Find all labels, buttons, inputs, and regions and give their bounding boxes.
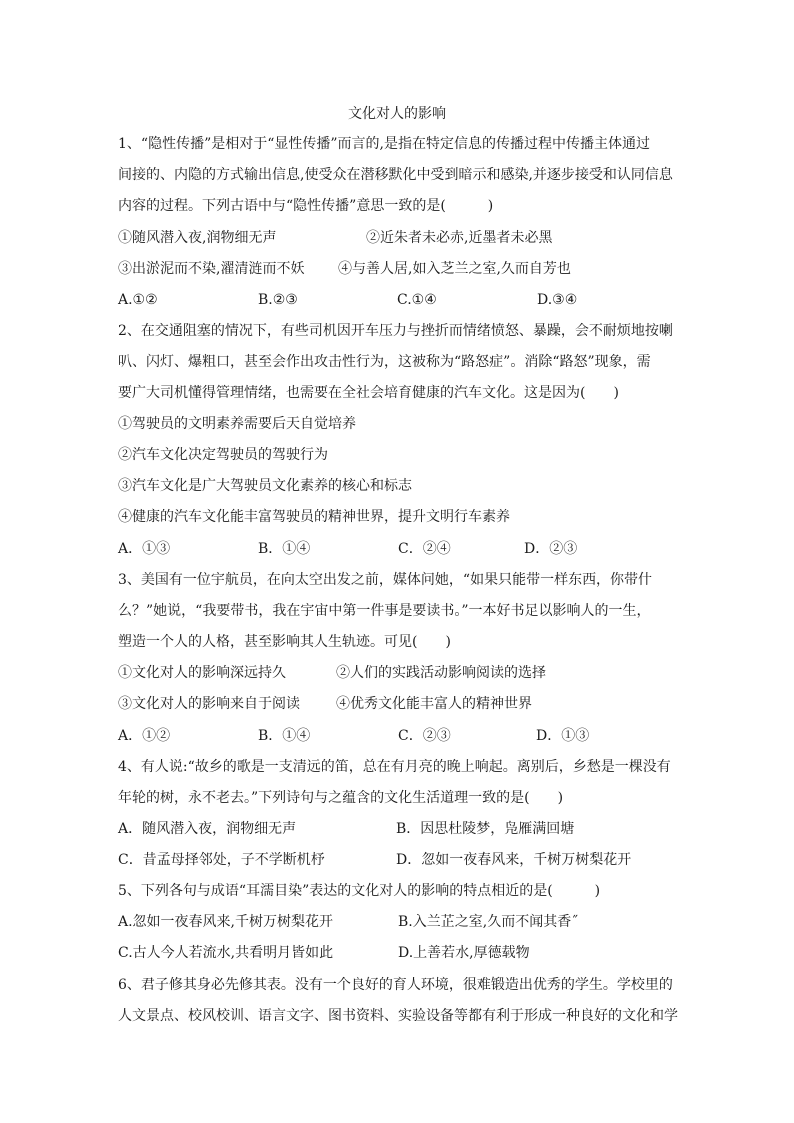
question-stem-line: 要广大司机懂得管理情绪，也需要在全社会培育健康的汽车文化。这是因为( ) [118, 385, 619, 401]
statement: ①文化对人的影响深远持久 [118, 665, 286, 681]
question-stem-line: 4、有人说:“故乡的歌是一支清远的笛，总在有月亮的晚上响起。离别后，乡愁是一棵没有 [118, 759, 671, 775]
question-stem-line: 年轮的树，永不老去。”下列诗句与之蕴含的文化生活道理一致的是( ) [118, 790, 564, 806]
question-stem-line: 1、“隐性传播”是相对于“显性传播”而言的,是指在特定信息的传播过程中传播主体通过 [118, 136, 650, 152]
question-stem-line: 人文景点、校风校训、语言文字、图书资料、实验设备等都有利于形成一种良好的文化和学 [118, 1008, 678, 1024]
answer-choice-a: A．随风潜入夜，润物细无声 [118, 821, 297, 837]
question-stem-line: 3、美国有一位宇航员，在向太空出发之前，媒体问她，“如果只能带一样东西，你带什 [118, 572, 653, 588]
question-stem-line: 么？”她说，“我要带书，我在宇宙中第一件事是要读书。”一本好书足以影响人的一生， [118, 603, 651, 619]
question-stem-line: 间接的、内隐的方式输出信息,使受众在潜移默化中受到暗示和感染,并逐步接受和认同信息 [118, 167, 673, 183]
statement: ④健康的汽车文化能丰富驾驶员的精神世界，提升文明行车素养 [118, 509, 510, 525]
answer-choice-a: A．①② [118, 728, 171, 744]
answer-choice-d: D．忽如一夜春风来，千树万树梨花开 [396, 852, 632, 868]
page-title: 文化对人的影响 [348, 106, 446, 122]
answer-choice-a: A.忽如一夜春风来,千树万树梨花开 [118, 914, 334, 930]
answer-choice-a: A．①③ [118, 541, 171, 557]
answer-choice-b: B．①④ [258, 728, 311, 744]
answer-choice-d: D.上善若水,厚德载物 [398, 945, 530, 961]
statement: ①驾驶员的文明素养需要后天自觉培养 [118, 416, 356, 432]
question-stem-line: 2、在交通阻塞的情况下，有些司机因开车压力与挫折而情绪愤怒、暴躁，会不耐烦地按喇 [118, 323, 673, 339]
statement: ③汽车文化是广大驾驶员文化素养的核心和标志 [118, 478, 412, 494]
statement: ③文化对人的影响来自于阅读 [118, 696, 300, 712]
answer-choice-b: B．因思杜陵梦，凫雁满回塘 [396, 821, 575, 837]
statement: ②汽车文化决定驾驶员的驾驶行为 [118, 447, 328, 463]
answer-choice-d: D．②③ [524, 541, 578, 557]
answer-choice-b: B.入兰芷之室,久而不闻其香˝ [398, 914, 579, 930]
answer-choice-c: C．②④ [398, 541, 451, 557]
question-stem-line: 内容的过程。下列古语中与“隐性传播”意思一致的是( ) [118, 198, 494, 214]
answer-choice-b: B．①④ [258, 541, 311, 557]
answer-choice-d: D.③④ [537, 292, 578, 308]
statement: ④优秀文化能丰富人的精神世界 [336, 696, 532, 712]
answer-choice-c: C．昔孟母择邻处，子不学断机杼 [118, 852, 325, 868]
answer-choice-c: C．②③ [398, 728, 451, 744]
answer-choice-d: D．①③ [536, 728, 590, 744]
answer-choice-a: A.①② [118, 292, 158, 308]
answer-choice-c: C.古人今人若流水,共看明月皆如此 [118, 945, 334, 961]
question-stem-line: 叭、闪灯、爆粗口，甚至会作出攻击性行为，这被称为“路怒症”。消除“路怒”现象，需 [118, 354, 651, 370]
question-stem-line: 5、下列各句与成语“耳濡目染”表达的文化对人的影响的特点相近的是( ) [118, 883, 601, 899]
answer-choice-b: B.②③ [258, 292, 298, 308]
statement: ②近朱者未必赤,近墨者未必黑 [366, 230, 553, 246]
statement: ①随风潜入夜,润物细无声 [118, 230, 277, 246]
question-stem-line: 6、君子修其身必先修其表。没有一个良好的育人环境，很难锻造出优秀的学生。学校里的 [118, 977, 673, 993]
answer-choice-c: C.①④ [397, 292, 437, 308]
statement: ④与善人居,如入芝兰之室,久而自芳也 [338, 261, 571, 277]
statement: ②人们的实践活动影响阅读的选择 [336, 665, 546, 681]
question-stem-line: 塑造一个人的人格，甚至影响其人生轨迹。可见( ) [118, 634, 451, 650]
statement: ③出淤泥而不染,濯清涟而不妖 [118, 261, 305, 277]
